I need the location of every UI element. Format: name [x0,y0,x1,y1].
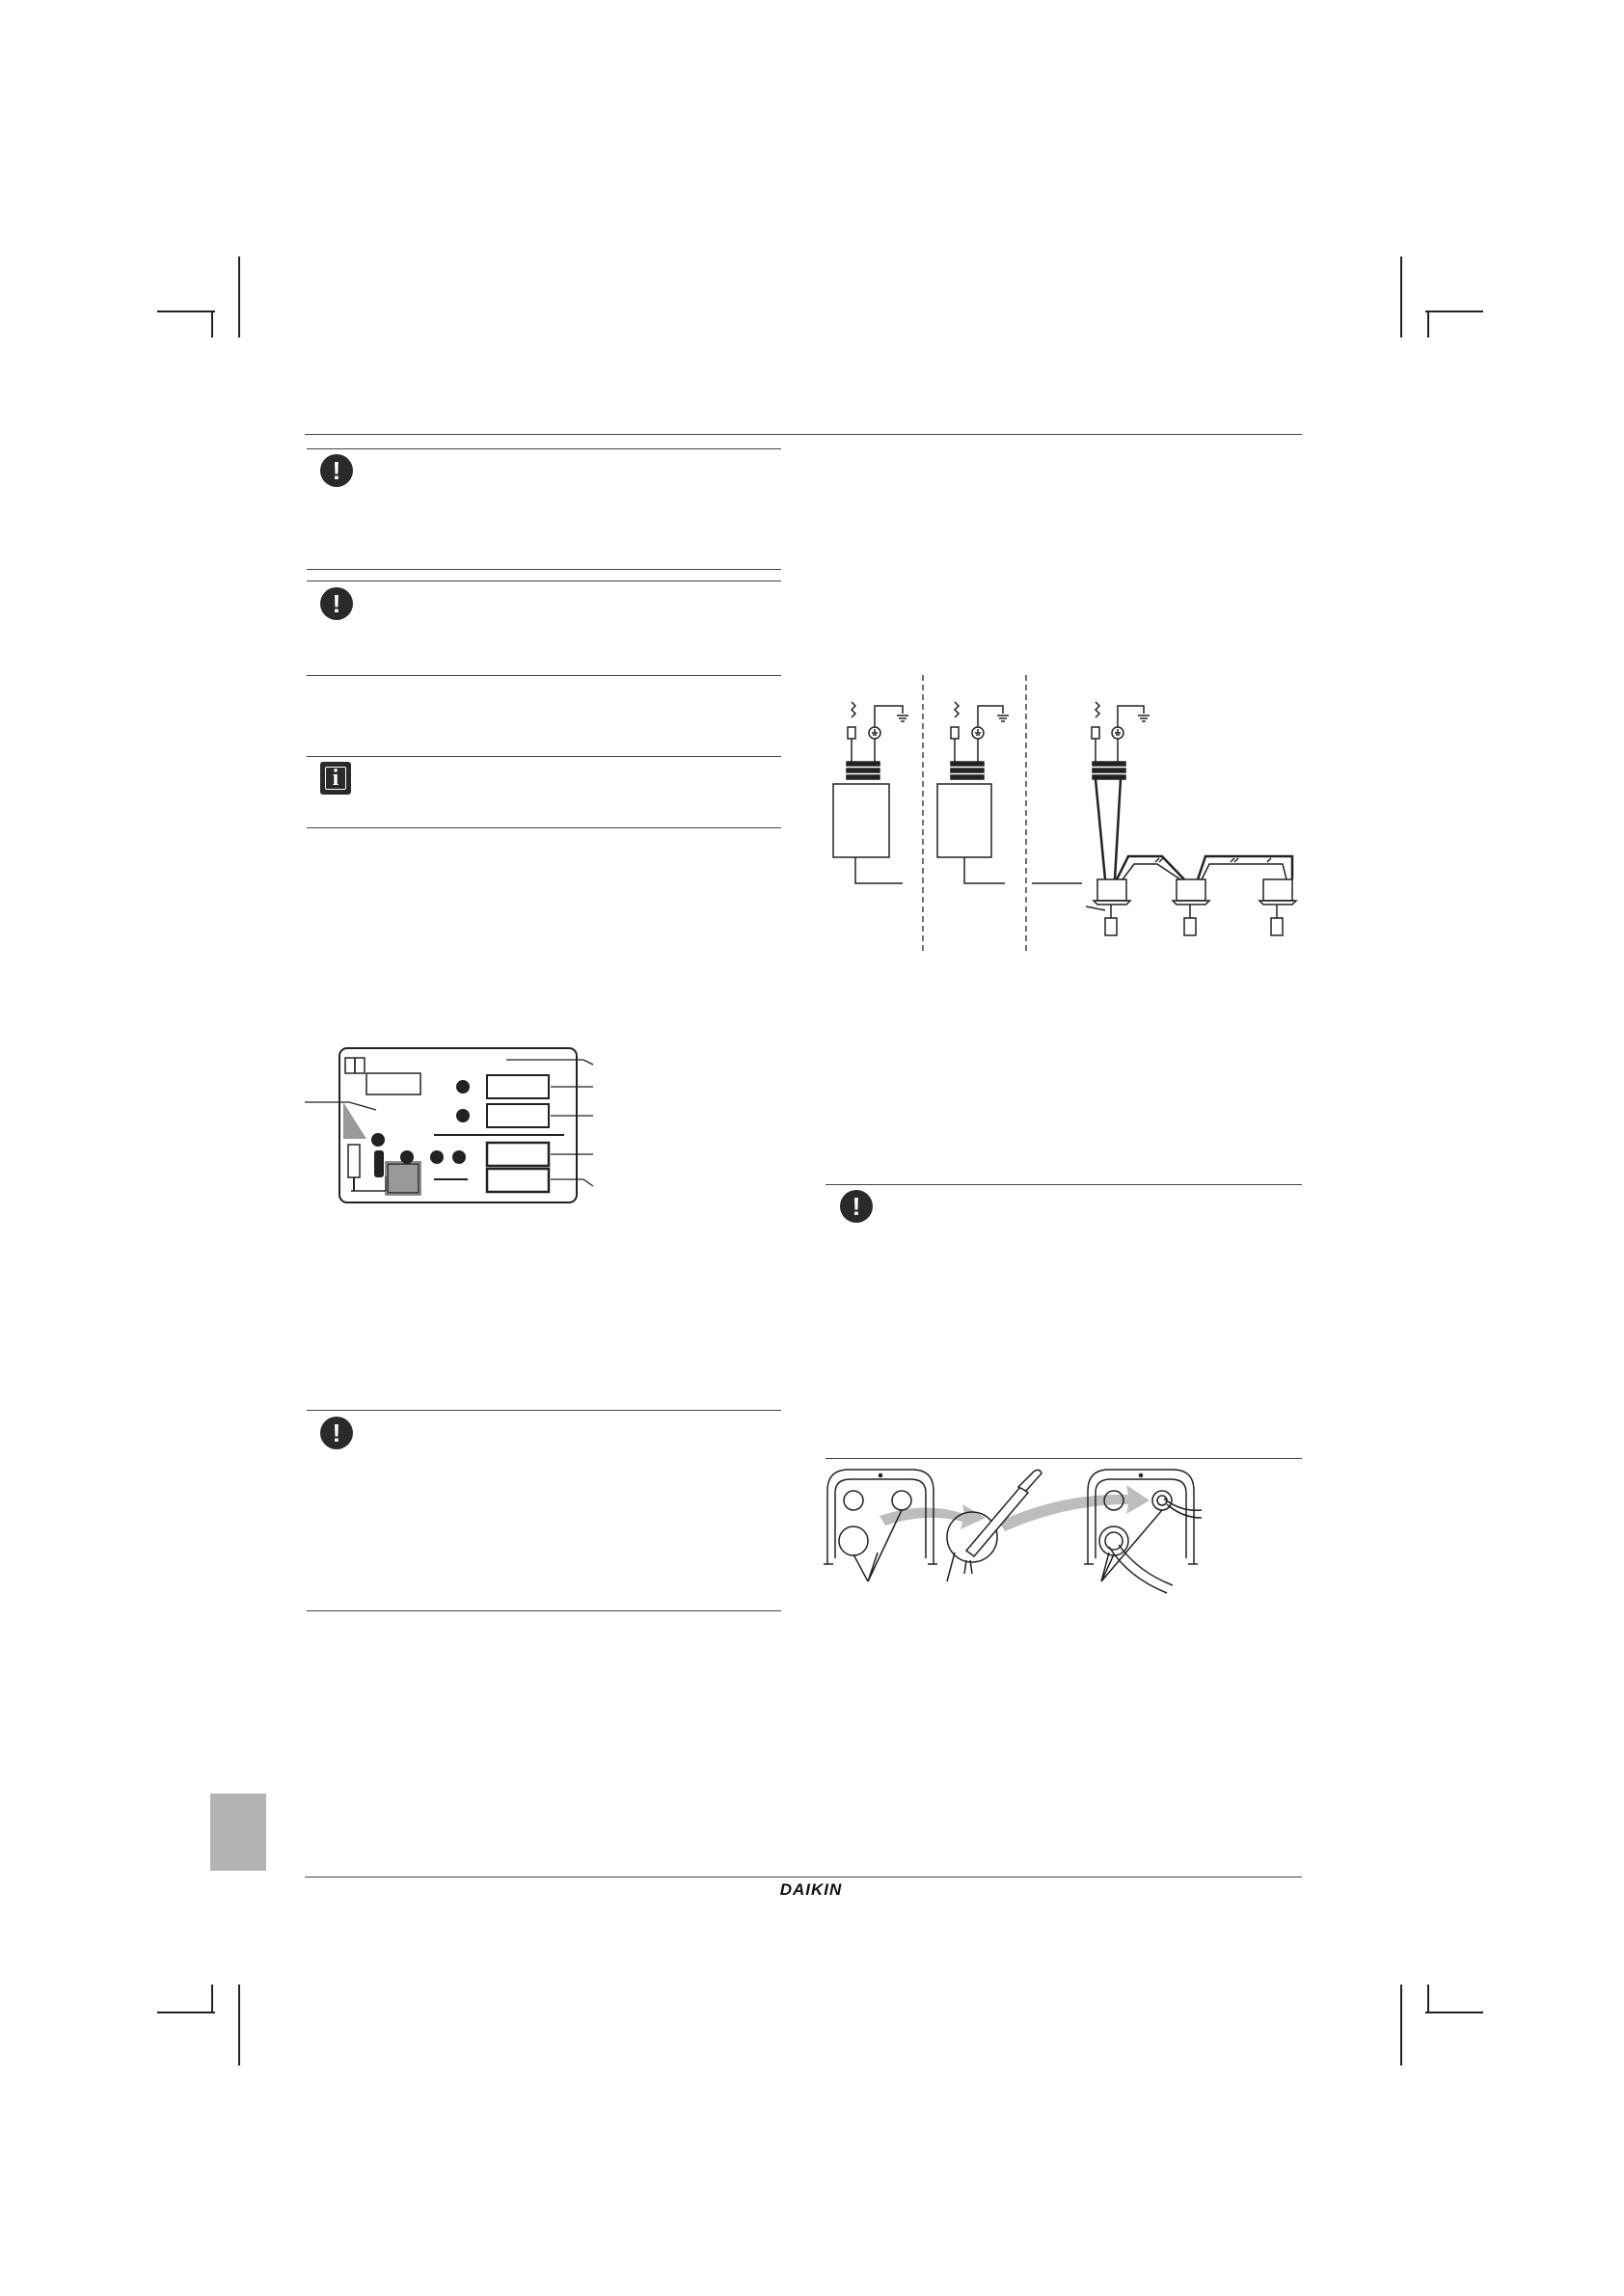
information-icon: i [320,762,351,795]
label-dot-5 [430,1150,444,1164]
info-box-bottom [307,827,781,828]
info-box-top [307,756,781,757]
label-dot-3 [371,1133,385,1147]
outdoor-unit-c [1086,702,1296,935]
notice-box-1-bottom [307,569,781,570]
label-field-3 [487,1143,549,1166]
manual-book-icon [345,1058,365,1073]
label-triangle [343,1102,366,1139]
daikin-logo: DAIKIN [779,1880,843,1899]
refrigerant-cylinder-icon [348,1145,386,1191]
notice-box-1-top [307,448,781,449]
panel-left [824,1470,937,1581]
section-tab-marker [210,1794,266,1871]
label-dot-1 [456,1080,470,1094]
refrigerant-label-diagram [309,1037,617,1210]
outdoor-unit-a [833,702,908,883]
notice-box-4-top [826,1184,1302,1185]
exclamation-warning-icon: ! [320,454,353,487]
notice-box-2-bottom [307,675,781,676]
panel-right [1084,1470,1202,1593]
outdoor-unit-b [937,702,1082,883]
cutter-tool-circle [947,1470,1042,1581]
header-rule [305,434,1302,435]
label-field-4 [487,1169,549,1192]
label-dot-6 [452,1150,466,1164]
label-field-small [366,1073,420,1094]
label-dot-2 [456,1109,470,1122]
exclamation-warning-icon: ! [320,587,353,620]
exclamation-warning-icon: ! [320,1417,353,1449]
label-field-2 [487,1104,549,1127]
exclamation-warning-icon: ! [840,1190,873,1223]
power-supply-wiring-diagram [810,665,1312,964]
label-grey-square [388,1164,419,1193]
knockout-hole-diagram [820,1458,1196,1603]
notice-box-3-bottom [307,1610,781,1611]
label-field-1 [487,1075,549,1098]
notice-box-3-top [307,1410,781,1411]
